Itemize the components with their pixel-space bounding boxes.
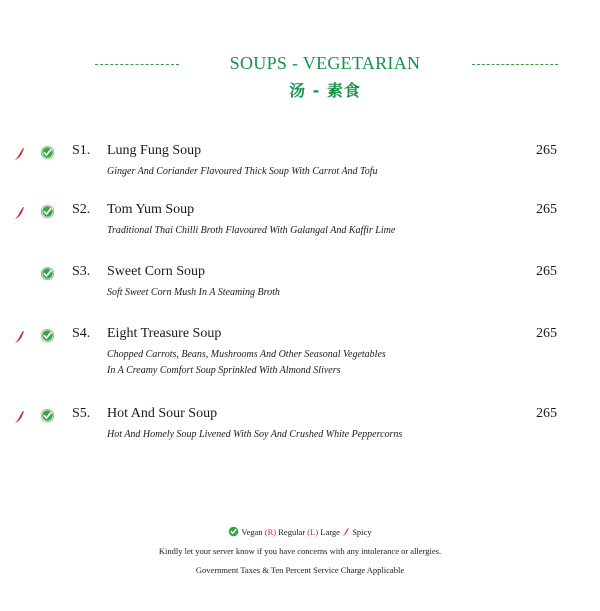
item-price: 265 <box>536 202 557 217</box>
description-line: Soft Sweet Corn Mush In A Steaming Broth <box>107 287 280 298</box>
vegan-icon <box>40 266 55 281</box>
description-line: Hot And Homely Soup Livened With Soy And Crushed White Peppercorns <box>107 429 403 440</box>
item-name: Tom Yum Soup <box>107 202 195 217</box>
vegan-icon <box>40 408 55 423</box>
item-name: Eight Treasure Soup <box>107 326 222 341</box>
item-description <box>107 223 395 239</box>
legend-large-mark: (L) <box>307 527 319 537</box>
item-price: 265 <box>536 326 557 341</box>
item-description <box>107 427 402 443</box>
vegan-icon <box>40 145 55 160</box>
legend-large: Large <box>320 527 340 537</box>
legend-regular: Regular <box>278 527 306 537</box>
item-price: 265 <box>536 264 557 279</box>
vegan-icon <box>40 204 55 219</box>
item-price: 265 <box>536 406 557 421</box>
divider-right <box>472 64 558 65</box>
description-line: Chopped Carrots, Beans, Mushrooms And Other Seasonal Vegetables <box>107 349 386 360</box>
description-line: Ginger And Coriander Flavoured Thick Soup With Carrot And Tofu <box>107 166 378 177</box>
item-description <box>107 285 280 301</box>
allergy-note: Kindly let your server know if you have concerns with any intolerance or allergies. <box>158 546 442 556</box>
legend-regular-mark: (R) <box>264 527 277 537</box>
item-code: S4. <box>72 326 91 341</box>
chili-icon <box>14 206 26 220</box>
item-price: 265 <box>536 143 557 158</box>
item-code: S5. <box>72 406 91 421</box>
description-line: Traditional Thai Chilli Broth Flavoured With Galangal And Kaffir Lime <box>107 225 396 236</box>
vegan-icon <box>40 328 55 343</box>
vegan-icon <box>228 526 239 537</box>
item-name: Hot And Sour Soup <box>107 406 218 421</box>
page-title: SOUPS - VEGETARIAN <box>229 53 421 73</box>
legend <box>0 526 600 537</box>
item-code: S2. <box>72 202 91 217</box>
description-line: In A Creamy Comfort Soup Sprinkled With Almond Slivers <box>107 365 341 376</box>
chili-icon <box>342 527 350 537</box>
item-name: Lung Fung Soup <box>107 143 202 158</box>
chili-icon <box>14 410 26 424</box>
item-code: S1. <box>72 143 91 158</box>
section-header <box>0 52 600 102</box>
item-code: S3. <box>72 264 91 279</box>
item-name: Sweet Corn Soup <box>107 264 205 279</box>
page-subtitle-chinese: 汤 - 素食 <box>289 81 361 100</box>
item-description <box>107 164 377 180</box>
chili-icon <box>14 330 26 344</box>
legend-vegan: Vegan <box>241 527 263 537</box>
tax-note: Government Taxes & Ten Percent Service Charge Applicable <box>195 565 405 575</box>
legend-spicy: Spicy <box>352 527 372 537</box>
item-description <box>107 347 386 379</box>
chili-icon <box>14 147 26 161</box>
